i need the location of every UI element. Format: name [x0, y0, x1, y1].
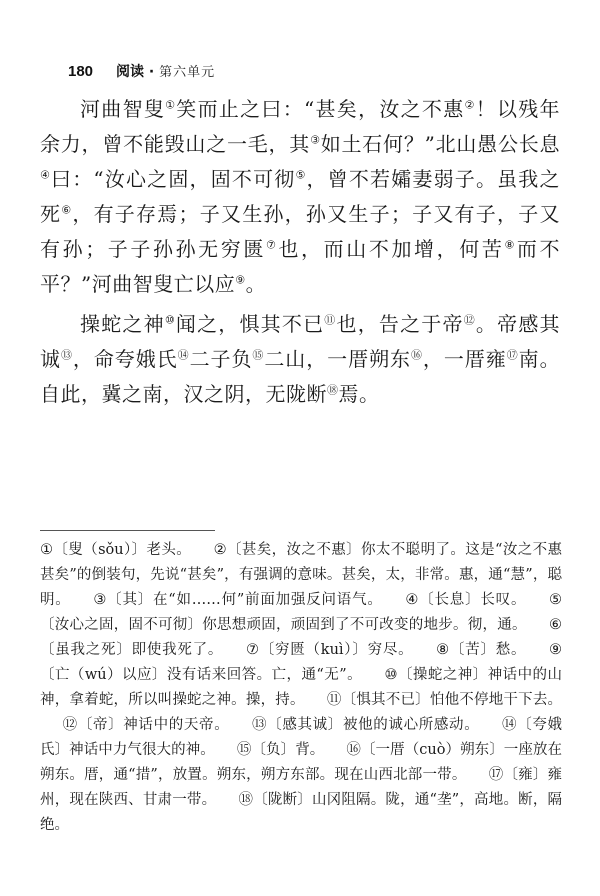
footnote-ref: ① [165, 98, 177, 112]
footnote-number: ⑩ [384, 667, 398, 683]
text-segment: 河曲智叟 [80, 97, 166, 121]
footnote-text: 〔穷匮（kuì）〕穷尽。 [259, 642, 414, 658]
text-segment: 闻之，惧其不已 [175, 312, 325, 336]
footnote-number: ⑤ [548, 592, 563, 608]
text-segment: 而不平？”河曲智叟亡以应 [40, 237, 561, 296]
footnote [327, 692, 562, 708]
footnote-ref: ⑥ [61, 203, 73, 217]
footnote-text: 〔汝心之固，固不可彻〕你思想顽固，顽固到了不可改变的地步。彻，通。 [40, 617, 527, 633]
text-segment: 。 [245, 272, 267, 296]
footnote-text: 〔亡（wú）以应〕没有话来回答。亡，通“无”。 [40, 667, 363, 683]
text-segment: ！以残年余力，曾不能毁山之一毛，其 [40, 97, 561, 156]
page-header [68, 61, 215, 83]
footnote-number: ⑭ [501, 717, 518, 733]
text-segment: 也，告之于帝 [336, 312, 464, 336]
text-segment: ，命夸娥氏 [72, 347, 178, 371]
footnote-ref: ⑬ [60, 348, 73, 362]
footnote-text: 〔帝〕神话中的天帝。 [77, 717, 230, 733]
text-segment: 操蛇之神 [80, 312, 165, 336]
footnote-number: ⑰ [488, 767, 504, 783]
page-number: 180 [68, 63, 94, 80]
footnote [62, 717, 229, 733]
footnote-text: 〔夸娥氏〕神话中力气很大的神。 [40, 717, 562, 758]
footnote-text: 〔操蛇之神〕神话中的山神，拿着蛇，所以叫操蛇之神。操，持。 [40, 667, 563, 708]
footnote-ref: ③ [310, 133, 321, 147]
footnote-ref: ⑧ [504, 238, 517, 252]
footnote-ref: ⑦ [265, 238, 279, 252]
footnote-text: 〔苦〕愁。 [449, 642, 527, 658]
text-segment: 二山，一厝朔东 [264, 347, 411, 371]
footnote [405, 592, 527, 608]
text-segment: ，一厝雍 [422, 347, 507, 371]
footnote-text: 〔一厝（cuò）朔东〕一座放在朔东。厝，通“措”，放置。朔东，朔方东部。现在山西北部一带。 [40, 742, 563, 783]
text-segment: ，曾不若孀妻弱子。虽我之死 [40, 167, 560, 226]
footnote-ref: ⑤ [295, 168, 307, 182]
text-segment: 二子负 [189, 347, 253, 371]
text-segment: 如土石何？”北山愚公长息 [320, 132, 560, 156]
footnote [251, 717, 479, 733]
footnote-number: ③ [92, 592, 108, 608]
footnote-number: ⑯ [346, 742, 361, 758]
footnote [245, 642, 413, 658]
footnote [237, 742, 325, 758]
footnote-number: ⑨ [548, 642, 563, 658]
footnote-ref: ⑨ [235, 273, 246, 287]
text-segment: ，有子存焉；子又生孙，孙又生子；子又有子，子又有孙；子子孙孙无穷匮 [40, 202, 560, 261]
footnote-text: 〔雍〕雍州，现在陕西、甘肃一带。 [40, 767, 563, 808]
footnote-ref: ② [464, 98, 476, 112]
footnotes [40, 538, 562, 838]
header-separator: · [148, 64, 155, 80]
footnote [435, 642, 526, 658]
footnote-text: 〔甚矣，汝之不惠〕你太不聪明了。这是“汝之不惠甚矣”的倒装句，先说“甚矣”，有强调的意味。甚矣，太，非常。惠，通“慧”，聪明。 [40, 542, 563, 608]
footnote-text: 〔长息〕长叹。 [419, 592, 527, 608]
footnote-text: 〔陇断〕山冈阻隔。陇，通“垄”，高地。断，隔绝。 [40, 792, 563, 833]
section-title [116, 61, 215, 81]
footnote-ref: ⑱ [327, 383, 339, 397]
text-segment: 笑而止之曰：“甚矣，汝之不惠 [176, 97, 465, 121]
main-text [40, 92, 560, 412]
footnote-ref: ⑰ [506, 348, 519, 362]
footnote-number: ⑮ [236, 742, 252, 758]
footnote-number: ④ [404, 592, 420, 608]
text-segment: 曰：“汝心之固，固不可彻 [51, 167, 296, 191]
footnote-number: ⑱ [238, 792, 254, 808]
text-segment: 南。自此，冀之南，汉之阴，无陇断 [40, 347, 561, 406]
footnote-ref: ④ [40, 168, 52, 182]
footnote-number: ② [213, 542, 227, 558]
footnote-text: 〔负〕背。 [251, 742, 325, 758]
footnote-number: ⑬ [251, 717, 268, 733]
footnote-ref: ⑫ [463, 313, 476, 327]
footnote-number: ⑪ [326, 692, 342, 708]
footnote-text: 〔其〕在“如……何”前面加强反问语气。 [107, 592, 383, 608]
footnote-text: 〔惧其不已〕怕他不停地干下去。 [341, 692, 563, 708]
footnote-ref: ⑪ [324, 313, 337, 327]
footnote-number: ⑦ [245, 642, 260, 658]
footnote-text: 〔感其诚〕被他的诚心所感动。 [267, 717, 480, 733]
text-segment: 也，而山不加增，何苦 [278, 237, 505, 261]
footnote-ref: ⑭ [177, 348, 190, 362]
footnote [40, 542, 191, 558]
footnote-number: ⑧ [435, 642, 450, 658]
text-segment: 。帝感其诚 [40, 312, 561, 371]
footnote-number: ⑥ [548, 617, 562, 633]
footnote-ref: ⑮ [252, 348, 265, 362]
footnote-number: ⑫ [62, 717, 78, 733]
footnote-text: 〔叟（sǒu）〕老头。 [53, 542, 192, 558]
paragraph-1 [40, 92, 560, 302]
paragraph-2 [40, 307, 560, 412]
footnote-ref: ⑩ [164, 313, 176, 327]
text-segment: 焉。 [338, 382, 380, 406]
unit-name: 第六单元 [159, 65, 216, 80]
section-name: 阅读 [116, 64, 145, 80]
footnote-number: ① [40, 542, 54, 558]
footnote-text: 〔虽我之死〕即使我死了。 [40, 642, 224, 658]
footnote [93, 592, 383, 608]
footnote-divider [40, 530, 215, 531]
footnote-ref: ⑯ [410, 348, 423, 362]
